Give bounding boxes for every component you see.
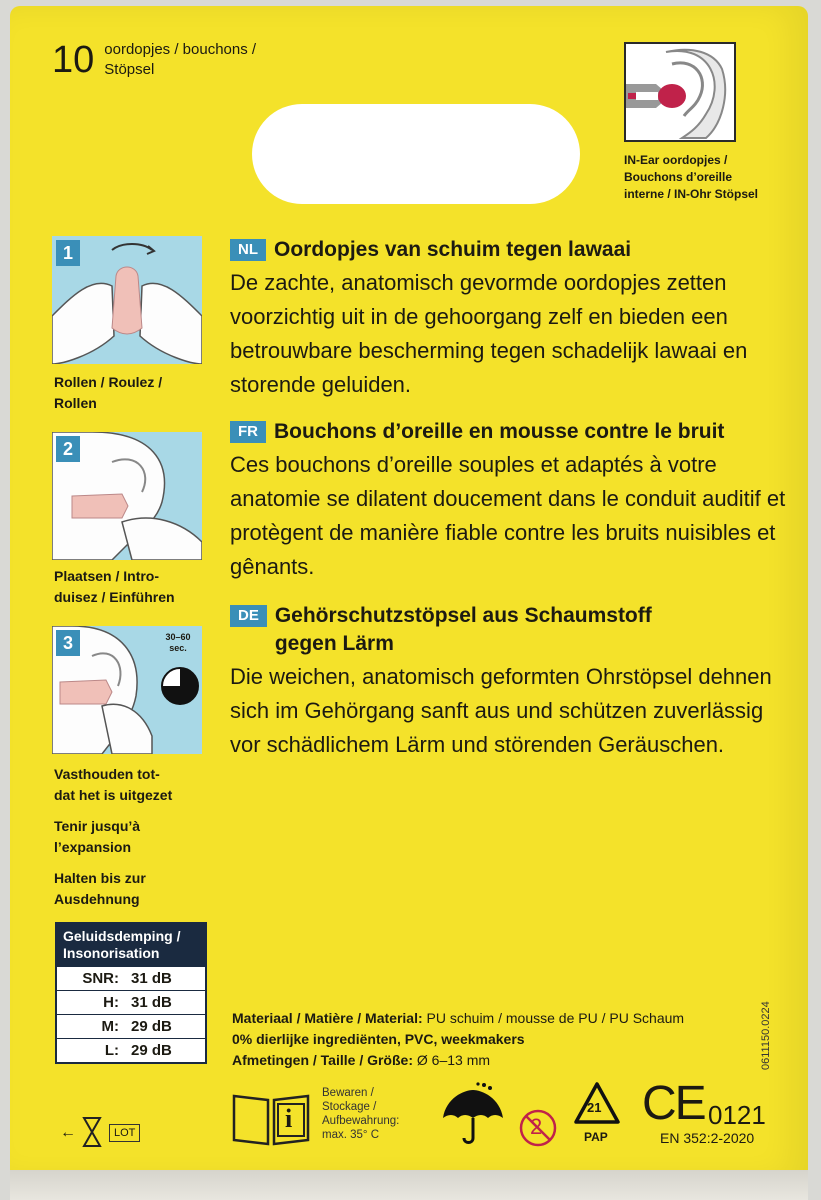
standard-code: EN 352:2-2020 [660,1130,755,1146]
step-2-caption [54,566,214,608]
in-ear-illustration [624,42,736,142]
section-heading [230,418,790,446]
attenuation-header: Geluidsdemping / Insonorisation [57,924,205,966]
caption-line: l’expansion [54,839,132,855]
section-heading [230,602,790,658]
notified-body-number: 0121 [708,1100,766,1130]
row-value: 29 dB [131,1042,172,1059]
step-3-image [52,626,202,754]
row-key: H: [103,994,119,1011]
row-key: L: [104,1042,119,1059]
ear-icon [626,44,734,140]
attenuation-table [55,922,207,1064]
row-key: SNR: [82,970,119,987]
ear-caption-line: interne / IN-Ohr Stöpsel [624,187,759,201]
timer-line: sec. [169,643,187,653]
storage-info [322,1086,442,1142]
timer-line: 30–60 [165,632,191,642]
ear-caption-line: IN-Ear oordopjes / [624,153,728,167]
caption-line: Rollen [54,395,97,411]
keep-dry-umbrella-icon [440,1082,506,1153]
count-number: 10 [52,39,95,81]
package-bottom-edge [10,1170,808,1200]
lot-label: LOT [109,1124,140,1142]
hang-hole [252,104,580,204]
section-de [230,602,790,762]
timer-label [156,632,200,654]
count-block [52,40,304,80]
materials-info [232,1008,772,1071]
row-key: M: [101,1018,119,1035]
caption-line: Rollen / Roulez / [54,374,163,390]
section-fr [230,418,790,584]
material-line [232,1008,772,1029]
table-row [57,966,205,990]
size-label: Afmetingen / Taille / Größe: [232,1052,413,1068]
ear-caption-line: Bouchons d’oreille [624,170,733,184]
ingredients-line: 0% dierlijke ingrediënten, PVC, weekmakers [232,1031,525,1047]
info-icon: i [285,1104,293,1133]
table-row [57,1014,205,1038]
arrow-icon: ← [60,1124,76,1141]
section-title: Bouchons d’oreille en mousse contre le bruit [274,420,725,443]
step-3-caption [54,764,214,910]
storage-line: Bewaren / [322,1087,374,1099]
language-tag: FR [230,421,266,443]
section-title: Oordopjes van schuim tegen lawaai [274,238,632,261]
single-use-icon [518,1108,558,1148]
in-ear-caption [624,152,794,203]
section-title: Gehörschutzstöpsel aus Schaumstoff gegen Lärm [274,604,652,655]
row-value: 31 dB [131,970,172,987]
recycle-number: 21 [587,1100,602,1115]
instructions-book-icon [232,1090,310,1146]
storage-line: max. 35° C [322,1129,380,1141]
size-value: Ø 6–13 mm [412,1052,491,1068]
section-heading [230,236,790,264]
hourglass-icon [82,1116,102,1153]
step-number: 2 [56,436,80,462]
step-1-image [52,236,202,364]
section-body: Ces bouchons d’oreille souples et adaptés à votre anatomie se dilatent doucement dans le conduit auditif et protègent de manière fiable contre les bruits nuisibles et gênants. [230,452,786,579]
table-row [57,990,205,1014]
product-code: 0611150.0224 [760,1001,772,1070]
material-value: PU schuim / mousse de PU / PU Schaum [422,1010,685,1026]
section-nl [230,236,790,402]
caption-line: Tenir jusqu’à [54,818,141,834]
caption-line: Halten bis zur [54,870,146,886]
step-1-caption [54,372,214,414]
table-row [57,1038,205,1062]
language-tag: NL [230,239,266,261]
storage-line: Stockage / [322,1101,377,1113]
count-label: oordopjes / bouchons / Stöpsel [104,41,257,78]
size-line [232,1050,772,1071]
section-body: Die weichen, anatomisch geformten Ohrstöpsel dehnen sich im Gehörgang sanft aus und schützen zuverlässig vor schädlichem Lärm und störenden Geräuschen. [230,664,772,757]
recycle-icon [572,1080,622,1130]
language-tag: DE [230,605,267,627]
row-value: 29 dB [131,1018,172,1035]
step-2-image [52,432,202,560]
caption-line: Vasthouden tot- [54,766,160,782]
caption-line: Plaatsen / Intro- [54,568,160,584]
row-value: 31 dB [131,994,172,1011]
section-body: De zachte, anatomisch gevormde oordopjes zetten voorzichtig uit in de gehoorgang zelf en bieden een betrouwbare bescherming tegen schadelijk lawaai en storende geluiden. [230,270,748,397]
caption-line: Ausdehnung [54,891,140,907]
caption-line: duisez / Einführen [54,589,175,605]
step-number: 3 [56,630,80,656]
storage-line: Aufbewahrung: [322,1115,400,1127]
caption-line: dat het is uitgezet [54,787,173,803]
step-number: 1 [56,240,80,266]
single-use-number: 2 [530,1114,543,1139]
ce-mark-icon: CE [642,1077,705,1130]
recycle-label: PAP [584,1130,608,1144]
material-label: Materiaal / Matière / Material: [232,1010,423,1026]
